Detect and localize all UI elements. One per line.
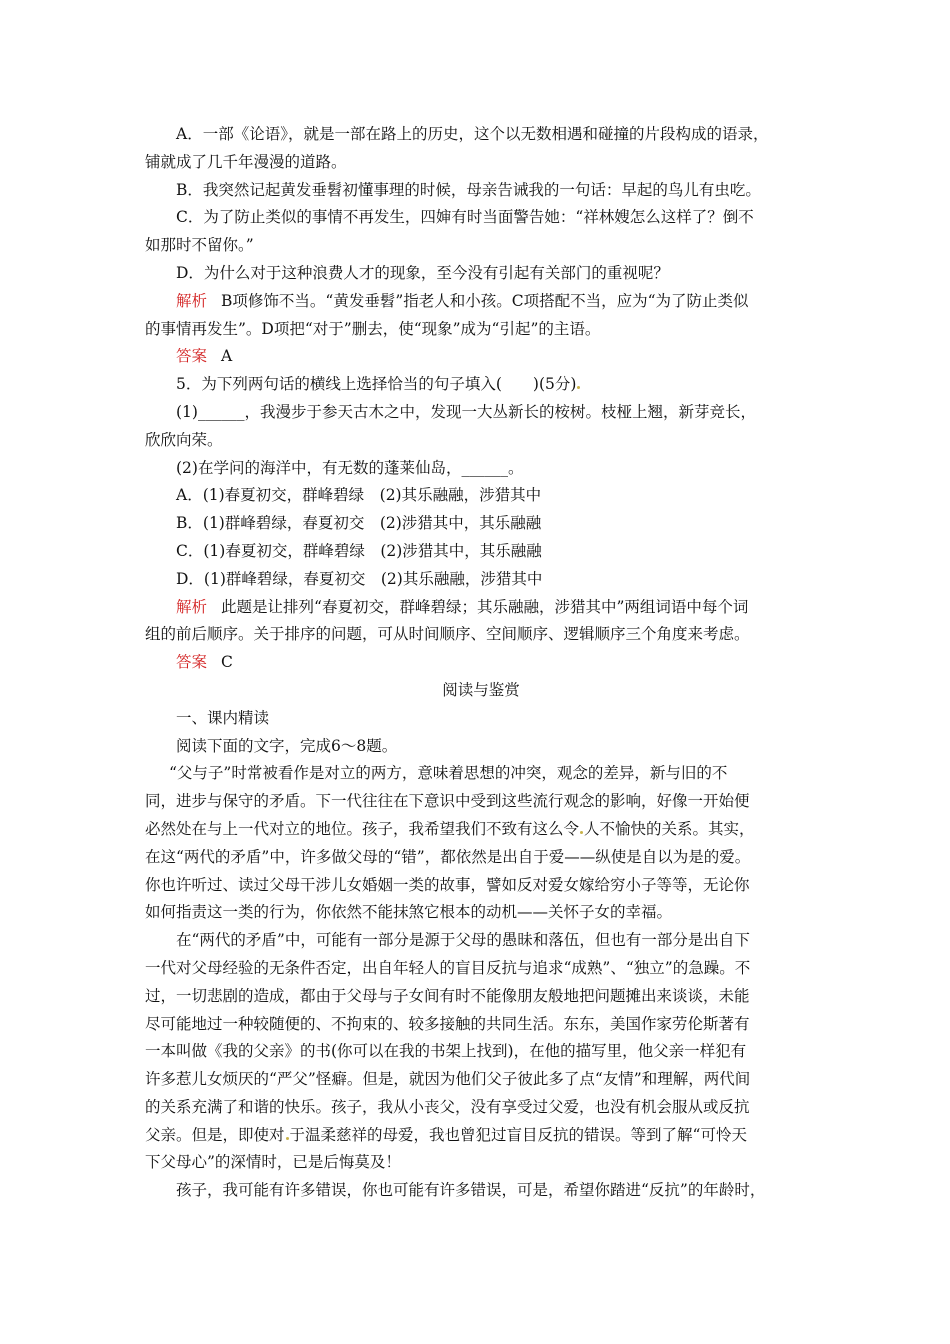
passage-line: 一代对父母经验的无条件否定，出自年轻人的盲目反抗与追求“成熟”、“独立”的急躁。不 <box>145 958 751 977</box>
q5-option-c: C．(1)春夏初交，群峰碧绿 (2)涉猎其中，其乐融融 <box>176 541 542 560</box>
q4-option-a: A．一部《论语》，就是一部在路上的历史，这个以无数相遇和碰撞的片段构成的语录， <box>176 125 769 143</box>
q5-sentence-1-cont: 欣欣向荣。 <box>145 430 223 449</box>
q5-analysis-cont: 组的前后顺序。关于排序的问题，可从时间顺序、空间顺序、逻辑顺序三个角度来考虑。 <box>145 625 750 644</box>
passage-line: “父与子”时常被看作是对立的两方，意味着思想的冲突，观念的差异，新与旧的不 <box>169 764 728 783</box>
passage-line: 尽可能地过一种较随便的、不拘束的、较多接触的共同生活。东东，美国作家劳伦斯著有 <box>145 1014 750 1033</box>
passage-line: 你也许听过、读过父母干涉儿女婚姻一类的故事，譬如反对爱女嫁给穷小子等等，无论你 <box>145 875 750 894</box>
q4-answer: 答案 A <box>176 347 233 366</box>
passage-line: 下父母心”的深情时，已是后悔莫及！ <box>145 1153 401 1172</box>
passage-line: 孩子，我可能有许多错误，你也可能有许多错误，可是，希望你踏进“反抗”的年龄时， <box>176 1181 766 1200</box>
passage-line: 的关系充满了和谐的快乐。孩子，我从小丧父，没有享受过父爱，也没有机会服从或反抗 <box>145 1097 750 1116</box>
passage-line: 过，一切悲剧的造成，都由于父母与子女间有时不能像朋友般地把问题摊出来谈谈，未能 <box>145 986 750 1005</box>
passage-line: 必然处在与上一代对立的地位。孩子，我希望我们不致有这么令 人不愉快的关系。其实， <box>145 819 755 838</box>
dot-mark <box>580 831 583 834</box>
section-title: 阅读与鉴赏 <box>442 680 520 699</box>
passage-line: 在这“两代的矛盾”中，许多做父母的“错”，都依然是出自于爱——纵使是自以为是的爱。 <box>145 847 751 866</box>
q4-analysis-cont: 的事情再发生”。D项把“对于”删去，使“现象”成为“引起”的主语。 <box>145 319 601 338</box>
answer-label: 答案 <box>176 347 208 366</box>
q5-sentence-1: (1)______，我漫步于参天古木之中，发现一大丛新长的桉树。枝桠上翘，新芽竞长， <box>176 402 756 421</box>
dot-mark <box>577 386 580 389</box>
passage-line: 同，进步与保守的矛盾。下一代往往在下意识中受到这些流行观念的影响，好像一开始便 <box>145 792 750 811</box>
passage-line: 一本叫做《我的父亲》的书(你可以在我的书架上找到)，在他的描写里，他父亲一样犯有 <box>145 1042 747 1061</box>
q5-option-a: A．(1)春夏初交，群峰碧绿 (2)其乐融融，涉猎其中 <box>176 486 542 505</box>
passage-line: 父亲。但是，即使对 于温柔慈祥的母爱，我也曾犯过盲目反抗的错误。等到了解“可怜天 <box>145 1125 747 1144</box>
q4-option-b: B．我突然记起黄发垂髫初懂事理的时候，母亲告诫我的一句话：早起的鸟儿有虫吃。 <box>176 180 761 199</box>
q4-option-d: D．为什么对于这种浪费人才的现象，至今没有引起有关部门的重视呢？ <box>176 263 669 282</box>
dot-mark <box>286 1137 289 1140</box>
analysis-label: 解析 <box>176 597 208 616</box>
q5-stem: 5．为下列两句话的横线上选择恰当的句子填入( )(5分) <box>145 371 817 399</box>
q5-option-b: B．(1)群峰碧绿，春夏初交 (2)涉猎其中，其乐融融 <box>176 514 542 533</box>
passage-line: 许多惹儿女烦厌的“严父”怪癖。但是，就因为他们父子彼此多了点“友情”和理解，两代间 <box>145 1070 751 1089</box>
q4-option-c-cont: 如那时不留你。” <box>145 236 254 255</box>
instruction: 阅读下面的文字，完成6～8题。 <box>176 736 398 755</box>
answer-label: 答案 <box>176 653 208 672</box>
q4-option-a-cont: 铺就成了几千年漫漫的道路。 <box>145 152 347 171</box>
sub-title: 一、课内精读 <box>176 708 270 727</box>
q5-analysis: 解析 此题是让排列“春夏初交，群峰碧绿；其乐融融，涉猎其中”两组词语中每个词 <box>176 597 749 616</box>
passage-line: 如何指责这一类的行为，你依然不能抹煞它根本的动机——关怀子女的幸福。 <box>145 903 673 922</box>
analysis-label: 解析 <box>176 291 208 310</box>
q4-analysis: 解析 B项修饰不当。“黄发垂髫”指老人和小孩。C项搭配不当，应为“为了防止类似 <box>176 291 749 310</box>
q4-option-c: C．为了防止类似的事情不再发生，四婶有时当面警告她：“祥林嫂怎么这样了？倒不 <box>176 208 754 227</box>
q5-option-d: D．(1)群峰碧绿，春夏初交 (2)其乐融融，涉猎其中 <box>176 569 543 588</box>
q5-sentence-2: (2)在学问的海洋中，有无数的蓬莱仙岛，______。 <box>176 458 524 477</box>
document-page <box>145 121 817 1205</box>
passage-line: 在“两代的矛盾”中，可能有一部分是源于父母的愚昧和落伍，但也有一部分是出自下 <box>176 931 750 950</box>
q5-answer: 答案 C <box>176 653 233 672</box>
